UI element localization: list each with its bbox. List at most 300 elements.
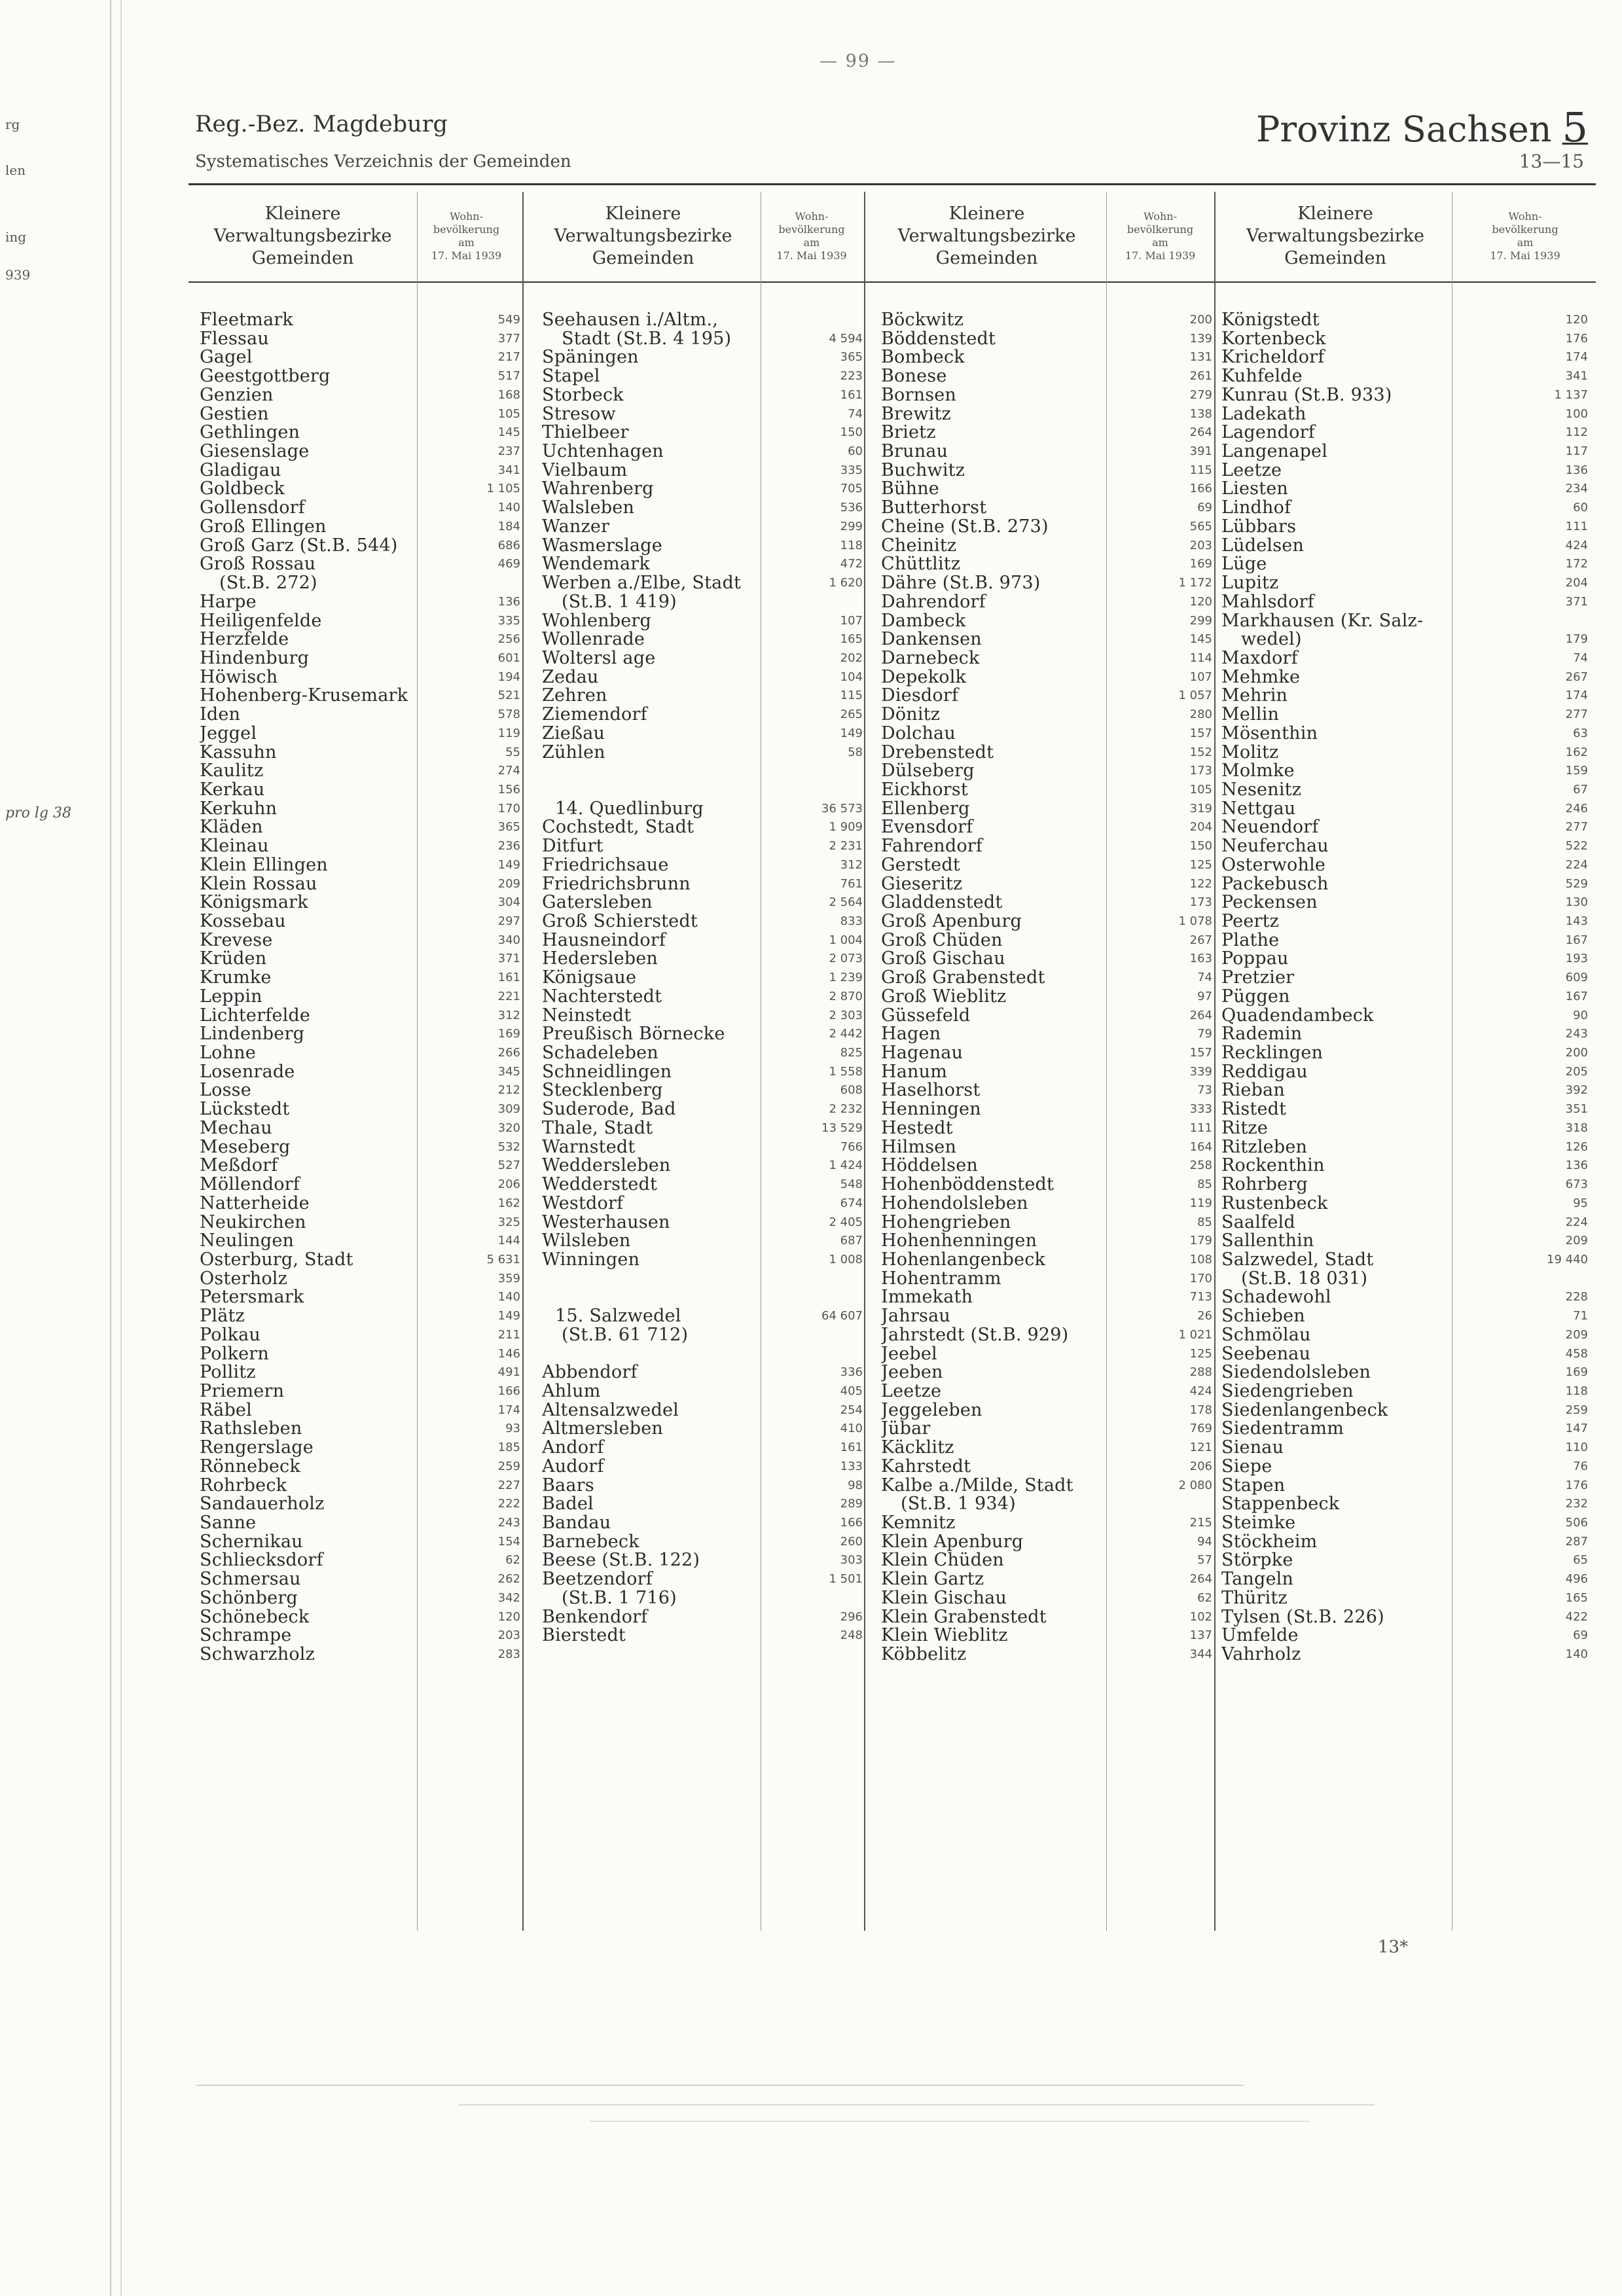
population-value: 529 <box>1565 876 1588 891</box>
population-value: 262 <box>497 1572 520 1587</box>
gemeinde-name: Kerkuhn <box>200 800 410 819</box>
table-row <box>1221 649 1588 668</box>
population-value: 258 <box>1189 1158 1212 1173</box>
population-value: 76 <box>1573 1459 1588 1473</box>
gemeinde-name: Ziemendorf <box>542 706 759 725</box>
table-row <box>1221 988 1588 1007</box>
population-value: 111 <box>1565 519 1588 533</box>
table-row <box>542 593 863 612</box>
population-value: 166 <box>497 1384 520 1398</box>
table-row <box>200 1495 520 1514</box>
population-value: 104 <box>840 670 863 684</box>
table-row <box>881 1307 1212 1326</box>
gemeinde-name: Bierstedt <box>542 1626 759 1645</box>
table-row <box>1221 1495 1588 1514</box>
table-row <box>1221 744 1588 762</box>
table-row <box>881 518 1212 537</box>
population-value: 136 <box>497 594 520 609</box>
table-row <box>542 1288 863 1307</box>
population-value: 224 <box>1565 1215 1588 1229</box>
population-value: 194 <box>497 670 520 684</box>
population-value: 161 <box>497 971 520 985</box>
population-value: 71 <box>1573 1309 1588 1323</box>
sheet-mark: 13* <box>1378 1937 1409 1957</box>
population-value: 283 <box>497 1647 520 1662</box>
page-number: — 99 — <box>820 51 897 71</box>
population-value: 280 <box>1189 708 1212 722</box>
gemeinde-name: Osterwohle <box>1221 856 1460 875</box>
table-row <box>1221 1063 1588 1082</box>
gemeinde-name: Haselhorst <box>881 1081 1121 1100</box>
table-row <box>881 1232 1212 1251</box>
population-value: 73 <box>1197 1083 1212 1098</box>
table-row <box>1221 1288 1588 1307</box>
population-value: 1 558 <box>829 1064 863 1079</box>
population-value: 320 <box>497 1121 520 1135</box>
population-value: 1 004 <box>829 933 863 947</box>
population-value: 150 <box>1189 839 1212 853</box>
table-row <box>1221 1382 1588 1401</box>
population-value: 410 <box>840 1422 863 1436</box>
population-value: 377 <box>497 331 520 346</box>
population-value: 164 <box>1189 1139 1212 1154</box>
gemeinde-name: Jahrstedt (St.B. 929) <box>881 1326 1121 1345</box>
population-value: 125 <box>1189 857 1212 872</box>
table-row <box>881 649 1212 668</box>
table-row <box>200 1645 520 1664</box>
gemeinde-name: Groß Wieblitz <box>881 988 1121 1007</box>
gemeinde-name: Gladigau <box>200 461 410 480</box>
table-row <box>1221 499 1588 518</box>
gemeinde-name: Poppau <box>1221 950 1460 969</box>
population-value: 259 <box>497 1459 520 1473</box>
scan-artifact <box>589 2121 1309 2122</box>
table-row <box>200 442 520 461</box>
population-value: 98 <box>848 1478 863 1492</box>
gemeinde-name: Wilsleben <box>542 1232 759 1251</box>
table-row <box>542 1307 863 1326</box>
table-row <box>200 988 520 1007</box>
population-value: 110 <box>1565 1441 1588 1455</box>
population-value: 118 <box>840 538 863 552</box>
gemeinde-name: Bombeck <box>881 348 1121 367</box>
gemeinde-name: Werben a./Elbe, Stadt <box>542 574 759 593</box>
population-value: 335 <box>497 613 520 628</box>
table-row <box>881 1514 1212 1533</box>
gemeinde-name: Stapen <box>1221 1477 1460 1496</box>
table-row <box>1221 1157 1588 1175</box>
gemeinden-column-1 <box>200 311 520 1664</box>
table-row <box>1221 423 1588 442</box>
table-row <box>542 1270 863 1289</box>
population-value: 578 <box>497 708 520 722</box>
gemeinde-name: Schneidlingen <box>542 1063 759 1082</box>
table-row <box>542 969 863 988</box>
table-row <box>1221 612 1588 631</box>
population-value: 2 080 <box>1178 1478 1212 1492</box>
gemeinde-name: Evensdorf <box>881 818 1121 837</box>
table-row <box>542 1345 863 1364</box>
population-value: 232 <box>1565 1497 1588 1511</box>
table-row <box>542 1194 863 1213</box>
population-value: 139 <box>1189 331 1212 346</box>
population-value: 309 <box>497 1102 520 1117</box>
gemeinde-name: Zehren <box>542 687 759 706</box>
population-value: 117 <box>1565 444 1588 459</box>
population-value: 137 <box>1189 1628 1212 1643</box>
column-divider <box>864 192 865 1931</box>
gemeinde-name: Jahrsau <box>881 1307 1121 1326</box>
gemeinde-name: Jeebel <box>881 1345 1121 1364</box>
gemeinde-name: Hohenhenningen <box>881 1232 1121 1251</box>
table-row <box>200 1175 520 1194</box>
table-row <box>200 1439 520 1458</box>
gemeinde-name: Harpe <box>200 593 410 612</box>
gemeinde-name: Sienau <box>1221 1439 1460 1458</box>
population-value: 304 <box>497 895 520 910</box>
gemeinde-name: Klein Wieblitz <box>881 1626 1121 1645</box>
table-row <box>1221 969 1588 988</box>
population-value: 392 <box>1565 1083 1588 1098</box>
table-row <box>1221 1175 1588 1194</box>
column-divider <box>522 192 524 1931</box>
gemeinde-name: Kleinau <box>200 837 410 856</box>
table-row <box>881 1363 1212 1382</box>
table-row <box>1221 1533 1588 1552</box>
table-row <box>1221 800 1588 819</box>
table-row <box>200 574 520 593</box>
gemeinde-name: Groß Grabenstedt <box>881 969 1121 988</box>
gemeinde-name: Schadeleben <box>542 1044 759 1063</box>
population-value: 85 <box>1197 1215 1212 1229</box>
population-value: 2 231 <box>829 839 863 853</box>
gemeinde-name: Leetze <box>1221 461 1460 480</box>
population-value: 202 <box>840 651 863 665</box>
population-value: 1 105 <box>486 482 520 496</box>
gemeinde-name: Suderode, Bad <box>542 1100 759 1119</box>
table-row <box>200 1251 520 1270</box>
table-row <box>200 875 520 894</box>
population-value: 4 594 <box>829 331 863 346</box>
population-value: 265 <box>840 708 863 722</box>
gemeinde-name: Dankensen <box>881 630 1121 649</box>
table-row <box>1221 912 1588 931</box>
table-row <box>200 1458 520 1477</box>
gemeinde-name: Siedendolsleben <box>1221 1363 1460 1382</box>
table-row <box>200 1138 520 1157</box>
gemeinde-name: Andorf <box>542 1439 759 1458</box>
population-value: 212 <box>497 1083 520 1098</box>
table-row <box>1221 1589 1588 1608</box>
gemeinde-name: Dambeck <box>881 612 1121 631</box>
gemeinde-name: Altensalzwedel <box>542 1401 759 1420</box>
population-value: 312 <box>840 857 863 872</box>
population-value: 130 <box>1565 895 1588 910</box>
gemeinde-name: Kalbe a./Milde, Stadt <box>881 1477 1121 1496</box>
table-row <box>881 1326 1212 1345</box>
population-value: 345 <box>497 1064 520 1079</box>
gemeinde-name: Güssefeld <box>881 1007 1121 1026</box>
table-row <box>542 423 863 442</box>
population-value: 601 <box>497 651 520 665</box>
table-row <box>1221 1345 1588 1364</box>
table-row <box>881 687 1212 706</box>
population-value: 1 078 <box>1178 914 1212 928</box>
table-row <box>200 969 520 988</box>
gemeinde-name: Langenapel <box>1221 442 1460 461</box>
table-row <box>1221 367 1588 386</box>
table-row <box>200 1100 520 1119</box>
gemeinde-name: Späningen <box>542 348 759 367</box>
table-row <box>1221 1044 1588 1063</box>
population-value: 527 <box>497 1158 520 1173</box>
population-value: 65 <box>1573 1553 1588 1568</box>
table-row <box>881 1570 1212 1589</box>
table-row <box>200 837 520 856</box>
gemeinde-name: Audorf <box>542 1458 759 1477</box>
population-value: 133 <box>840 1459 863 1473</box>
table-row <box>1221 1138 1588 1157</box>
population-value: 264 <box>1189 1008 1212 1022</box>
gemeinde-name: Wasmerslage <box>542 537 759 556</box>
table-row <box>200 386 520 405</box>
table-row <box>542 1138 863 1157</box>
population-value: 174 <box>1565 689 1588 703</box>
gemeinde-name: Losse <box>200 1081 410 1100</box>
column-header-population: Wohn- bevölkerung am 17. Mai 1939 <box>1125 210 1196 262</box>
table-row <box>881 480 1212 499</box>
table-row <box>881 837 1212 856</box>
table-row <box>542 1081 863 1100</box>
population-value: 705 <box>840 482 863 496</box>
population-value: 85 <box>1197 1177 1212 1192</box>
sheet-range: 13—15 <box>1519 151 1584 172</box>
table-row <box>881 386 1212 405</box>
gemeinde-name: Peertz <box>1221 912 1460 931</box>
population-value: 237 <box>497 444 520 459</box>
table-row <box>200 1288 520 1307</box>
table-row <box>881 1495 1212 1514</box>
gemeinde-name: Lindenberg <box>200 1025 410 1044</box>
population-value: 149 <box>840 726 863 740</box>
population-value: 203 <box>1189 538 1212 552</box>
table-row <box>542 706 863 725</box>
gemeinde-name: Kunrau (St.B. 933) <box>1221 386 1460 405</box>
gemeinde-name: Klein Rossau <box>200 875 410 894</box>
table-row <box>200 423 520 442</box>
table-row <box>200 348 520 367</box>
table-row <box>542 1551 863 1570</box>
table-row <box>1221 687 1588 706</box>
gemeinde-name: Friedrichsaue <box>542 856 759 875</box>
gemeinde-name: Klein Gartz <box>881 1570 1121 1589</box>
table-row <box>542 386 863 405</box>
table-row <box>542 1063 863 1082</box>
table-row <box>542 311 863 330</box>
gemeinde-name: Osterholz <box>200 1270 410 1289</box>
gemeinde-name: Störpke <box>1221 1551 1460 1570</box>
population-value: 174 <box>497 1403 520 1417</box>
gemeinde-name: Storbeck <box>542 386 759 405</box>
gemeinde-name: (St.B. 272) <box>219 574 317 593</box>
gemeinde-name: Molitz <box>1221 744 1460 762</box>
gemeinde-name: Beese (St.B. 122) <box>542 1551 759 1570</box>
gemeinde-name: Iden <box>200 706 410 725</box>
population-value: 243 <box>497 1516 520 1530</box>
table-row <box>1221 1626 1588 1645</box>
table-row <box>1221 781 1588 800</box>
gemeinde-name: Höddelsen <box>881 1157 1121 1175</box>
population-value: 107 <box>1189 670 1212 684</box>
population-value: 169 <box>1565 1365 1588 1380</box>
table-row <box>881 725 1212 744</box>
gemeinde-name: Wedderstedt <box>542 1175 759 1194</box>
gemeinde-name: Zedau <box>542 668 759 687</box>
population-value: 166 <box>1189 482 1212 496</box>
table-row <box>200 706 520 725</box>
table-row <box>542 875 863 894</box>
population-value: 1 021 <box>1178 1327 1212 1342</box>
table-row <box>542 687 863 706</box>
population-value: 74 <box>848 406 863 421</box>
gemeinde-name: Natterheide <box>200 1194 410 1213</box>
population-value: 287 <box>1565 1534 1588 1549</box>
table-row <box>1221 1551 1588 1570</box>
table-row <box>542 1119 863 1138</box>
population-value: 176 <box>1565 331 1588 346</box>
gemeinde-name: Krevese <box>200 931 410 950</box>
gemeinde-name: Mellin <box>1221 706 1460 725</box>
population-value: 209 <box>1565 1234 1588 1248</box>
population-value: 1 909 <box>829 820 863 834</box>
column-header-name: Kleinere Verwaltungsbezirke Gemeinden <box>213 204 392 268</box>
gemeinde-name: Maxdorf <box>1221 649 1460 668</box>
table-row <box>200 800 520 819</box>
gemeinde-name: Rathsleben <box>200 1420 410 1439</box>
table-row <box>881 1533 1212 1552</box>
population-value: 107 <box>840 613 863 628</box>
table-row <box>200 1514 520 1533</box>
population-value: 277 <box>1565 820 1588 834</box>
population-value: 766 <box>840 1139 863 1154</box>
population-value: 243 <box>1565 1027 1588 1041</box>
population-value: 176 <box>1565 1478 1588 1492</box>
population-value: 609 <box>1565 971 1588 985</box>
table-row <box>200 912 520 931</box>
table-row <box>1221 1514 1588 1533</box>
table-row <box>881 1439 1212 1458</box>
table-row <box>200 1382 520 1401</box>
gemeinde-name: Heiligenfelde <box>200 612 410 631</box>
population-value: 248 <box>840 1628 863 1643</box>
table-row <box>542 649 863 668</box>
gemeinde-name: Klein Chüden <box>881 1551 1121 1570</box>
gemeinde-name: Pretzier <box>1221 969 1460 988</box>
margin-note: len <box>5 162 26 178</box>
gemeinde-name: Rengerslage <box>200 1439 410 1458</box>
gemeinde-name: Chüttlitz <box>881 555 1121 574</box>
population-value: 260 <box>840 1534 863 1549</box>
table-row <box>881 1608 1212 1627</box>
table-row <box>200 405 520 424</box>
table-row <box>542 1213 863 1232</box>
table-row <box>542 330 863 349</box>
population-value: 119 <box>497 726 520 740</box>
gemeinde-name: Altmersleben <box>542 1420 759 1439</box>
population-value: 173 <box>1189 895 1212 910</box>
gemeinde-name: Preußisch Börnecke <box>542 1025 759 1044</box>
gemeinde-name: Tylsen (St.B. 226) <box>1221 1608 1460 1627</box>
gemeinde-name: (St.B. 18 031) <box>1241 1269 1368 1289</box>
gemeinde-name: Abbendorf <box>542 1363 759 1382</box>
gemeinde-name: Woltersl age <box>542 649 759 668</box>
gemeinde-name: Kerkau <box>200 781 410 800</box>
table-row <box>542 1514 863 1533</box>
table-row <box>881 800 1212 819</box>
population-value: 100 <box>1565 406 1588 421</box>
gemeinden-column-2 <box>542 311 863 1645</box>
population-value: 74 <box>1573 651 1588 665</box>
population-value: 2 870 <box>829 989 863 1003</box>
gemeinde-name: Nachterstedt <box>542 988 759 1007</box>
gemeinde-name: Mechau <box>200 1119 410 1138</box>
population-value: 172 <box>1565 557 1588 571</box>
population-value: 2 303 <box>829 1008 863 1022</box>
gemeinde-name: Gladdenstedt <box>881 893 1121 912</box>
gemeinde-name: Leetze <box>881 1382 1121 1401</box>
table-row <box>1221 1025 1588 1044</box>
table-row <box>542 518 863 537</box>
gemeinde-name: Petersmark <box>200 1288 410 1307</box>
table-row <box>200 593 520 612</box>
population-value: 138 <box>1189 406 1212 421</box>
population-value: 120 <box>1189 594 1212 609</box>
table-row <box>881 1025 1212 1044</box>
gemeinde-name: Gatersleben <box>542 893 759 912</box>
table-row <box>200 1270 520 1289</box>
table-row <box>542 1175 863 1194</box>
table-row <box>1221 630 1588 649</box>
population-value: 491 <box>497 1365 520 1380</box>
gemeinde-name: Mehmke <box>1221 668 1460 687</box>
gemeinde-name: Kläden <box>200 818 410 837</box>
population-value: 608 <box>840 1083 863 1098</box>
gemeinde-name: Neinstedt <box>542 1007 759 1026</box>
table-row <box>200 1157 520 1175</box>
gemeinde-name: Seehausen i./Altm., <box>542 311 759 330</box>
table-row <box>1221 537 1588 556</box>
gemeinde-name: Hohengrieben <box>881 1213 1121 1232</box>
gemeinde-name: Dülseberg <box>881 762 1121 781</box>
gemeinde-name: Ritze <box>1221 1119 1460 1138</box>
table-row <box>881 931 1212 950</box>
gemeinde-name: Brunau <box>881 442 1121 461</box>
gemeinde-name: Westdorf <box>542 1194 759 1213</box>
population-value: 405 <box>840 1384 863 1398</box>
population-value: 277 <box>1565 708 1588 722</box>
table-row <box>881 1420 1212 1439</box>
table-row <box>881 612 1212 631</box>
population-value: 145 <box>1189 632 1212 647</box>
population-value: 140 <box>497 1290 520 1304</box>
province-number: 5 <box>1562 103 1588 151</box>
gemeinde-name: Schwarzholz <box>200 1645 410 1664</box>
gemeinde-name: Plätz <box>200 1307 410 1326</box>
gemeinde-name: Kuhfelde <box>1221 367 1460 386</box>
table-row <box>1221 1081 1588 1100</box>
gemeinden-column-3 <box>881 311 1212 1664</box>
population-value: 228 <box>1565 1290 1588 1304</box>
